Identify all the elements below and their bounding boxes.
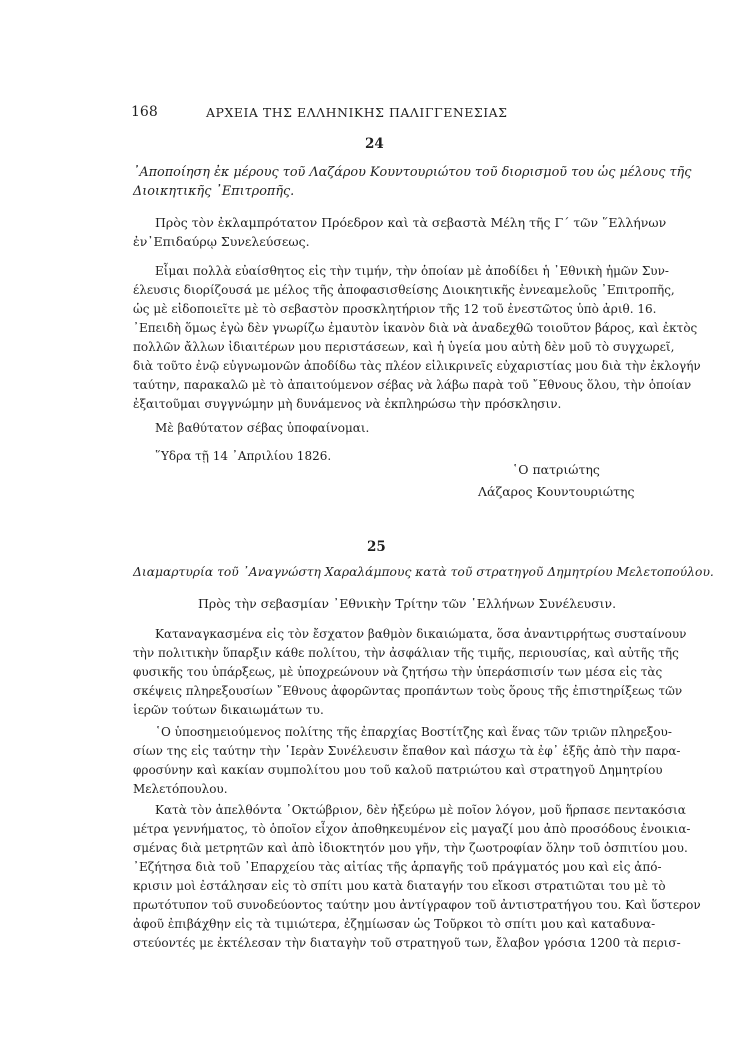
document-25-para-3 — [133, 801, 701, 953]
body-line: κρισιν μοὶ ἐστάλησαν εἰς τὸ σπίτι μου κατὰ διαταγήν του εἴκοσι στρατιῶται του μὲ τὸ — [133, 879, 666, 893]
body-line: πρωτότυπον τοῦ συνοδεύοντος ταύτην μου ἀντίγραφον τοῦ ἀντιστρατήγου του. Καὶ ὕστερον — [133, 898, 701, 912]
closing-line: Μὲ βαθύτατον σέβας ὑποφαίνομαι. — [155, 421, 370, 435]
body-line: Καταναγκασμένα εἰς τὸν ἔσχατον βαθμὸν δικαιώματα, ὅσα ἀναντιρρήτως συσταίνουν — [155, 627, 687, 641]
body-line: σμένας διὰ μετρητῶν καὶ ἀπὸ ἰδιοκτητόν μου γῆν, τὴν ζωοτροφίαν ὅλην τοῦ ὀσπιτίου μου. — [133, 841, 688, 855]
running-title: ΑΡΧΕΙΑ ΤΗΣ ΕΛΛΗΝΙΚΗΣ ΠΑΛΙΓΓΕΝΕΣΙΑΣ — [206, 105, 508, 120]
document-24-title — [133, 163, 692, 201]
body-line: ἱερῶν τούτων δικαιωμάτων τυ. — [133, 703, 324, 717]
body-line: Εἶμαι πολλὰ εὐαίσθητος εἰς τὴν τιμήν, τὴν ὁποίαν μὲ ἀποδίδει ἡ ᾿Εθνικὴ ἡμῶν Συν- — [155, 264, 669, 278]
body-line: τὴν πολιτικὴν ὕπαρξιν κάθε πολίτου, τὴν ἀσφάλιαν τῆς τιμῆς, περιουσίας, καὶ αὐτῆς τῆς — [133, 646, 679, 660]
body-line: ἐξαιτοῦμαι συγγνώμην μὴ δυνάμενος νὰ ἐκπληρώσω τὴν πρόσκλησιν. — [133, 397, 562, 411]
signature-name: Λάζαρος Κουντουριώτης — [478, 484, 635, 499]
body-line: ᾿Επειδὴ ὅμως ἐγὼ δὲν γνωρίζω ἐμαυτὸν ἱκανὸν διὰ νὰ ἀναδεχθῶ τοιοῦτον βάρος, καὶ ἐκτὸς — [133, 321, 698, 335]
body-line: φροσύνην καὶ κακίαν συμπολίτου μου τοῦ καλοῦ πατριώτου καὶ στρατηγοῦ Δημητρίου — [133, 763, 663, 777]
address-line: Πρὸς τὸν ἐκλαμπρότατον Πρόεδρον καὶ τὰ σεβαστὰ Μέλη τῆς Γ΄ τῶν ῞Ελλήνων — [155, 215, 667, 230]
body-line: πολλῶν ἄλλων ἰδιαιτέρων μου περιστάσεων, καὶ ἡ ὑγεία μου αὐτὴ δὲν μοῦ τὸ συγχωρεῖ, — [133, 340, 675, 354]
document-25-para-2 — [133, 723, 681, 799]
title-line: Διοικητικῆς ᾿Επιτροπῆς. — [133, 184, 295, 199]
document-25-para-1 — [133, 625, 687, 720]
document-number-24: 24 — [365, 136, 384, 152]
body-line: Κατὰ τὸν ἀπελθόντα ᾿Οκτώβριον, δὲν ἠξεύρω μὲ ποῖον λόγον, μοῦ ἥρπασε πεντακόσια — [155, 803, 686, 817]
address-line: ἐν᾿Επιδαύρῳ Συνελεύσεως. — [133, 234, 310, 249]
body-line: φυσικῆς του ὑπάρξεως, μὲ ὑποχρεώνουν νὰ ζητήσω τὴν ὑπεράσπισίν των μέσα εἰς τὰς — [133, 665, 663, 679]
signature-title: ῾Ο πατριώτης — [512, 462, 600, 477]
page-number: 168 — [131, 104, 158, 120]
document-25-address: Πρὸς τὴν σεβασμίαν ᾿Εθνικὴν Τρίτην τῶν ῾Ελλήνων Συνέλευσιν. — [198, 596, 617, 611]
body-line: ᾿Εζήτησα διὰ τοῦ ᾿Επαρχείου τὰς αἰτίας τῆς ἁρπαγῆς τοῦ πράγματός μου καὶ εἰς ἀπό- — [133, 860, 662, 874]
body-line: ὡς μὲ εἰδοποιεῖτε μὲ τὸ σεβαστὸν προσκλητήριον τῆς 12 τοῦ ἐνεστῶτος ὑπὸ ἀριθ. 16. — [133, 302, 657, 316]
document-24-body — [133, 262, 701, 466]
body-line: έλευσις διορίζουσά με μέλος τῆς ἀποφασισθείσης Διοικητικῆς ἐννεαμελοῦς ᾿Επιτροπῆς, — [133, 283, 675, 297]
body-line: στεύοντές με ἐκτέλεσαν τὴν διαταγὴν τοῦ στρατηγοῦ των, ἔλαβον γρόσια 1200 τὰ περισ- — [133, 936, 681, 950]
document-number-25: 25 — [367, 539, 386, 555]
body-line: σίων της εἰς ταύτην τὴν ῾Ιερὰν Συνέλευσιν ἔπαθον καὶ πάσχω τὰ ἐφ᾿ ἑξῆς ἀπὸ τὴν παρα- — [133, 744, 681, 758]
date-line: ῞Υδρα τῇ 14 ᾿Απριλίου 1826. — [155, 449, 332, 463]
body-line: μέτρα γεννήματος, τὸ ὁποῖον εἶχον ἀποθηκευμένον εἰς μαγαζί μου ἀπὸ προσόδους ἐνοικια- — [133, 822, 691, 836]
title-line: ᾿Αποποίηση ἐκ μέρους τοῦ Λαζάρου Κουντουριώτου τοῦ διορισμοῦ του ὡς μέλους τῆς — [133, 165, 692, 180]
document-25-title: Διαμαρτυρία τοῦ ᾿Αναγνώστη Χαραλάμπους κατὰ τοῦ στρατηγοῦ Δημητρίου Μελετοπούλου. — [133, 565, 714, 579]
body-line: ῾Ο ὑποσημειούμενος πολίτης τῆς ἐπαρχίας Βοστίτζης καὶ ἕνας τῶν τριῶν πληρεξου- — [155, 725, 672, 739]
body-line: ἀφοῦ ἐπιβάχθην εἰς τὰ τιμιώτερα, ἐζημίωσαν ὡς Τοῦρκοι τὸ σπίτι μου καὶ καταδυνα- — [133, 917, 656, 931]
body-line: Μελετόπουλου. — [133, 782, 228, 796]
document-24-address — [133, 213, 667, 251]
body-line: σκέψεις πληρεξουσίων ῎Εθνους ἀφορῶντας προπάντων τοὺς ὅρους τῆς ἐπιστηρίξεως τῶν — [133, 684, 683, 698]
body-line: ταύτην, παρακαλῶ μὲ τὸ ἀπαιτούμενον σέβας νὰ λάβω παρὰ τοῦ ῎Εθνους ὅλου, τὴν ὁποίαν — [133, 378, 692, 392]
body-line: διὰ τοῦτο ἐνῷ εὐγνωμονῶν ἀποδίδω τὰς πλέον εἰλικρινεῖς εὐχαριστίας μου διὰ τὴν ἐκλογήν — [133, 359, 701, 373]
